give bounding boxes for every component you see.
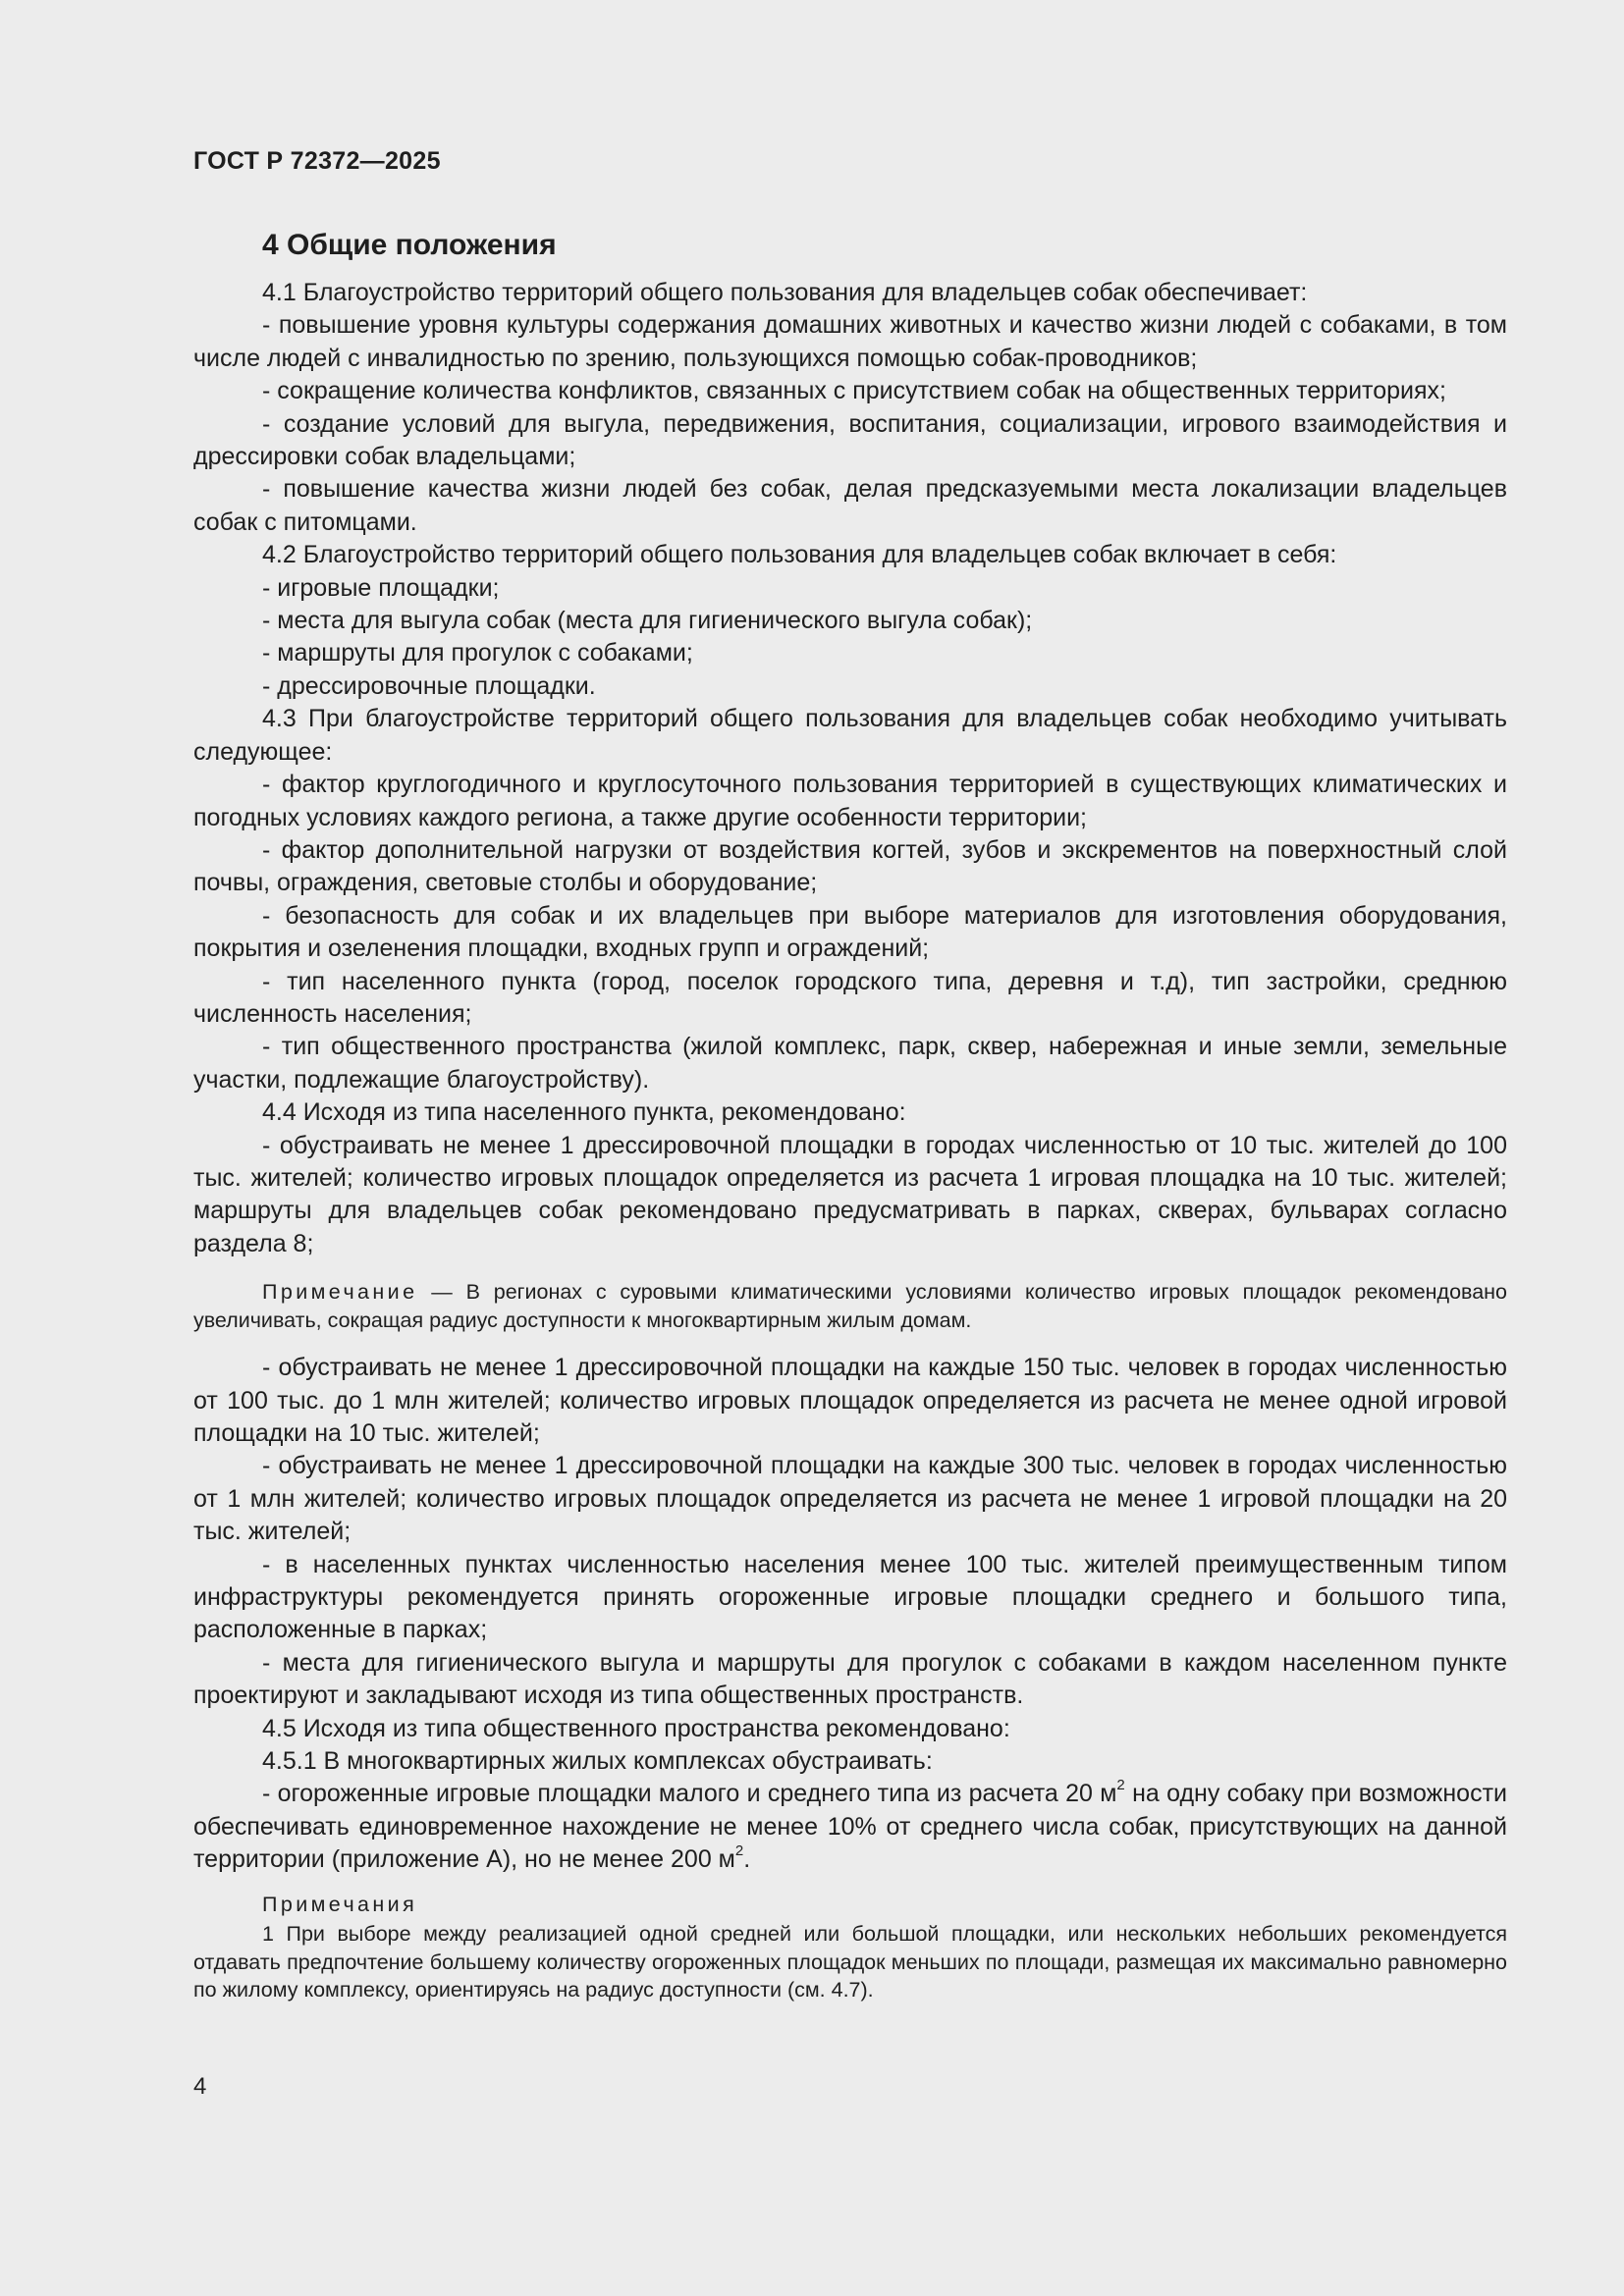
list-item: - маршруты для прогулок с собаками;: [262, 639, 693, 667]
standard-code-header: ГОСТ Р 72372—2025: [193, 147, 441, 175]
list-item: - создание условий для выгула, передвижения, воспитания, социализации, игрового взаимодействия и дрессировки собак владельцами;: [193, 409, 1507, 471]
notes-label: Примечания: [262, 1892, 418, 1916]
paragraph-4-2: 4.2 Благоустройство территорий общего пользования для владельцев собак включает в себя:: [262, 541, 1337, 569]
list-item: - тип населенного пункта (город, поселок городского типа, деревня и т.д), тип застройки, среднюю численность населения;: [193, 967, 1507, 1028]
text-segment: - огороженные игровые площадки малого и среднего типа из расчета 20 м: [262, 1780, 1117, 1808]
notes-heading: [193, 1891, 1507, 1919]
superscript: 2: [734, 1842, 744, 1860]
list-item: - в населенных пунктах численностью населения менее 100 тыс. жителей преимущественным типом инфраструктуры рекомендуется принять огороженные игровые площадки среднего и большого типа, расположенные в парках;: [193, 1550, 1507, 1644]
paragraph-4-5: 4.5 Исходя из типа общественного пространства рекомендовано:: [262, 1714, 1010, 1742]
superscript: 2: [1116, 1777, 1125, 1794]
note-text: — В регионах с суровыми климатическими условиями количество игровых площадок рекомендовано увеличивать, сокращая радиус доступности к многоквартирным жилым домам.: [193, 1280, 1507, 1332]
list-item: - сокращение количества конфликтов, связанных с присутствием собак на общественных территориях;: [262, 377, 1446, 405]
paragraph-4-3: 4.3 При благоустройстве территорий общего пользования для владельцев собак необходимо учитывать следующее:: [193, 705, 1507, 766]
note-paragraph: [193, 1278, 1507, 1334]
document-body: [193, 224, 1507, 2022]
paragraph-4-4: 4.4 Исходя из типа населенного пункта, рекомендовано:: [262, 1098, 906, 1127]
list-item: - обустраивать не менее 1 дрессировочной площадки на каждые 300 тыс. человек в городах численностью от 1 млн жителей; количество игровых площадок определяется из расчета не менее 1 игровой площадки на 20 тыс. жителей;: [193, 1452, 1507, 1546]
text-segment: .: [743, 1845, 751, 1874]
list-item: - фактор круглогодичного и круглосуточного пользования территорией в существующих климатических и погодных условиях каждого региона, а также другие особенности территории;: [193, 771, 1507, 831]
note-label: Примечание: [262, 1280, 418, 1305]
paragraph-4-1: 4.1 Благоустройство территорий общего пользования для владельцев собак обеспечивает:: [262, 279, 1308, 306]
text-segment: на одну собаку при возможности обеспечивать единовременное нахождение не менее 10% от среднего числа собак, присутствующих на данной территории (приложение А), но не менее 200 м: [193, 1780, 1507, 1874]
list-item: [193, 1778, 1507, 1876]
list-item: - игровые площадки;: [262, 573, 500, 602]
list-item: - повышение уровня культуры содержания домашних животных и качество жизни людей с собаками, в том числе людей с инвалидностью по зрению, пользующихся помощью собак-проводников;: [193, 311, 1507, 372]
section-title: 4 Общие положения: [262, 229, 557, 261]
list-item: - фактор дополнительной нагрузки от воздействия когтей, зубов и экскрементов на поверхностный слой почвы, ограждения, световые столбы и оборудование;: [193, 835, 1507, 897]
page-number: 4: [193, 2073, 207, 2100]
list-item: - безопасность для собак и их владельцев при выборе материалов для изготовления оборудования, покрытия и озеленения площадки, входных групп и ограждений;: [193, 901, 1507, 963]
note-1: 1 При выборе между реализацией одной средней или большой площадки, или нескольких небольших рекомендуется отдавать предпочтение большему количеству огороженных площадок меньших по площади, размещая их максимально равномерно по жилому комплексу, ориентируясь на радиус доступности (см. 4.7).: [193, 1922, 1507, 2002]
paragraph-4-5-1: 4.5.1 В многоквартирных жилых комплексах обустраивать:: [262, 1747, 933, 1776]
list-item: - обустраивать не менее 1 дрессировочной площадки на каждые 150 тыс. человек в городах численностью от 100 тыс. до 1 млн жителей; количество игровых площадок определяется из расчета не менее одной игровой площадки на 10 тыс. жителей;: [193, 1354, 1507, 1447]
list-item: - места для гигиенического выгула и маршруты для прогулок с собаками в каждом населенном пункте проектируют и закладывают исходя из типа общественных пространств.: [193, 1648, 1507, 1710]
list-item: - повышение качества жизни людей без собак, делая предсказуемыми места локализации владельцев собак с питомцами.: [193, 475, 1507, 536]
list-item: - обустраивать не менее 1 дрессировочной площадки в городах численностью от 10 тыс. жителей до 100 тыс. жителей; количество игровых площадок определяется из расчета 1 игровая площадка на 10 тыс. жителей; маршруты для владельцев собак рекомендовано предусматривать в парках, скверах, бульварах согласно раздела 8;: [193, 1131, 1507, 1257]
list-item: - тип общественного пространства (жилой комплекс, парк, сквер, набережная и иные земли, земельные участки, подлежащие благоустройству).: [193, 1033, 1507, 1094]
list-item: - дрессировочные площадки.: [262, 671, 596, 700]
list-item: - места для выгула собак (места для гигиенического выгула собак);: [262, 607, 1033, 635]
